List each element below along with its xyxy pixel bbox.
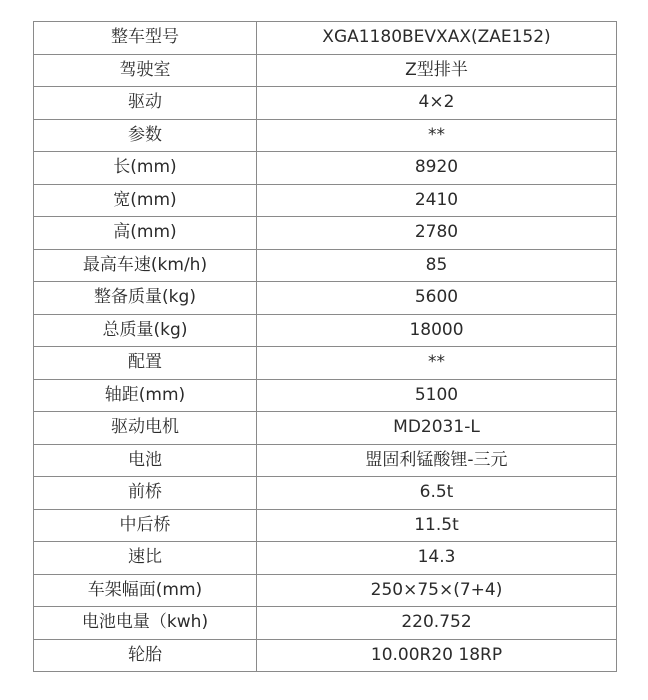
table-row [34, 87, 617, 120]
row-value: 10.00R20 18RP [257, 639, 617, 672]
row-value: MD2031-L [257, 412, 617, 445]
row-value: 250×75×(7+4) [257, 574, 617, 607]
table-row [34, 119, 617, 152]
table-row [34, 54, 617, 87]
table-row [34, 574, 617, 607]
row-label: 高(mm) [34, 217, 257, 250]
table-row [34, 282, 617, 315]
row-value: 2780 [257, 217, 617, 250]
table-row [34, 444, 617, 477]
table-row [34, 152, 617, 185]
row-label: 中后桥 [34, 509, 257, 542]
table-row [34, 509, 617, 542]
row-value: XGA1180BEVXAX(ZAE152) [257, 22, 617, 55]
row-value: 18000 [257, 314, 617, 347]
row-label: 宽(mm) [34, 184, 257, 217]
row-value: 2410 [257, 184, 617, 217]
row-label: 速比 [34, 542, 257, 575]
row-label: 电池 [34, 444, 257, 477]
table-row [34, 477, 617, 510]
row-label: 电池电量（kwh) [34, 607, 257, 640]
row-value: 85 [257, 249, 617, 282]
row-label: 整备质量(kg) [34, 282, 257, 315]
row-value: 11.5t [257, 509, 617, 542]
table-row [34, 22, 617, 55]
row-label: 驱动 [34, 87, 257, 120]
row-value: ** [257, 347, 617, 380]
row-value: 8920 [257, 152, 617, 185]
row-label: 最高车速(km/h) [34, 249, 257, 282]
row-value: 220.752 [257, 607, 617, 640]
row-value: 14.3 [257, 542, 617, 575]
row-value: 5100 [257, 379, 617, 412]
table-row [34, 217, 617, 250]
table-row [34, 184, 617, 217]
spec-table [33, 21, 617, 672]
table-row [34, 542, 617, 575]
row-value: 6.5t [257, 477, 617, 510]
row-label: 配置 [34, 347, 257, 380]
table-row [34, 347, 617, 380]
row-label: 总质量(kg) [34, 314, 257, 347]
row-value: ** [257, 119, 617, 152]
table-row [34, 379, 617, 412]
table-row [34, 607, 617, 640]
row-label: 轴距(mm) [34, 379, 257, 412]
row-value: 4×2 [257, 87, 617, 120]
row-label: 轮胎 [34, 639, 257, 672]
table-row [34, 412, 617, 445]
table-row [34, 249, 617, 282]
row-label: 整车型号 [34, 22, 257, 55]
row-label: 驱动电机 [34, 412, 257, 445]
row-label: 参数 [34, 119, 257, 152]
table-row [34, 639, 617, 672]
spec-table-body [34, 22, 617, 672]
row-label: 长(mm) [34, 152, 257, 185]
row-label: 前桥 [34, 477, 257, 510]
row-value: 盟固利锰酸锂-三元 [257, 444, 617, 477]
row-value: Z型排半 [257, 54, 617, 87]
table-row [34, 314, 617, 347]
row-label: 驾驶室 [34, 54, 257, 87]
row-value: 5600 [257, 282, 617, 315]
row-label: 车架幅面(mm) [34, 574, 257, 607]
